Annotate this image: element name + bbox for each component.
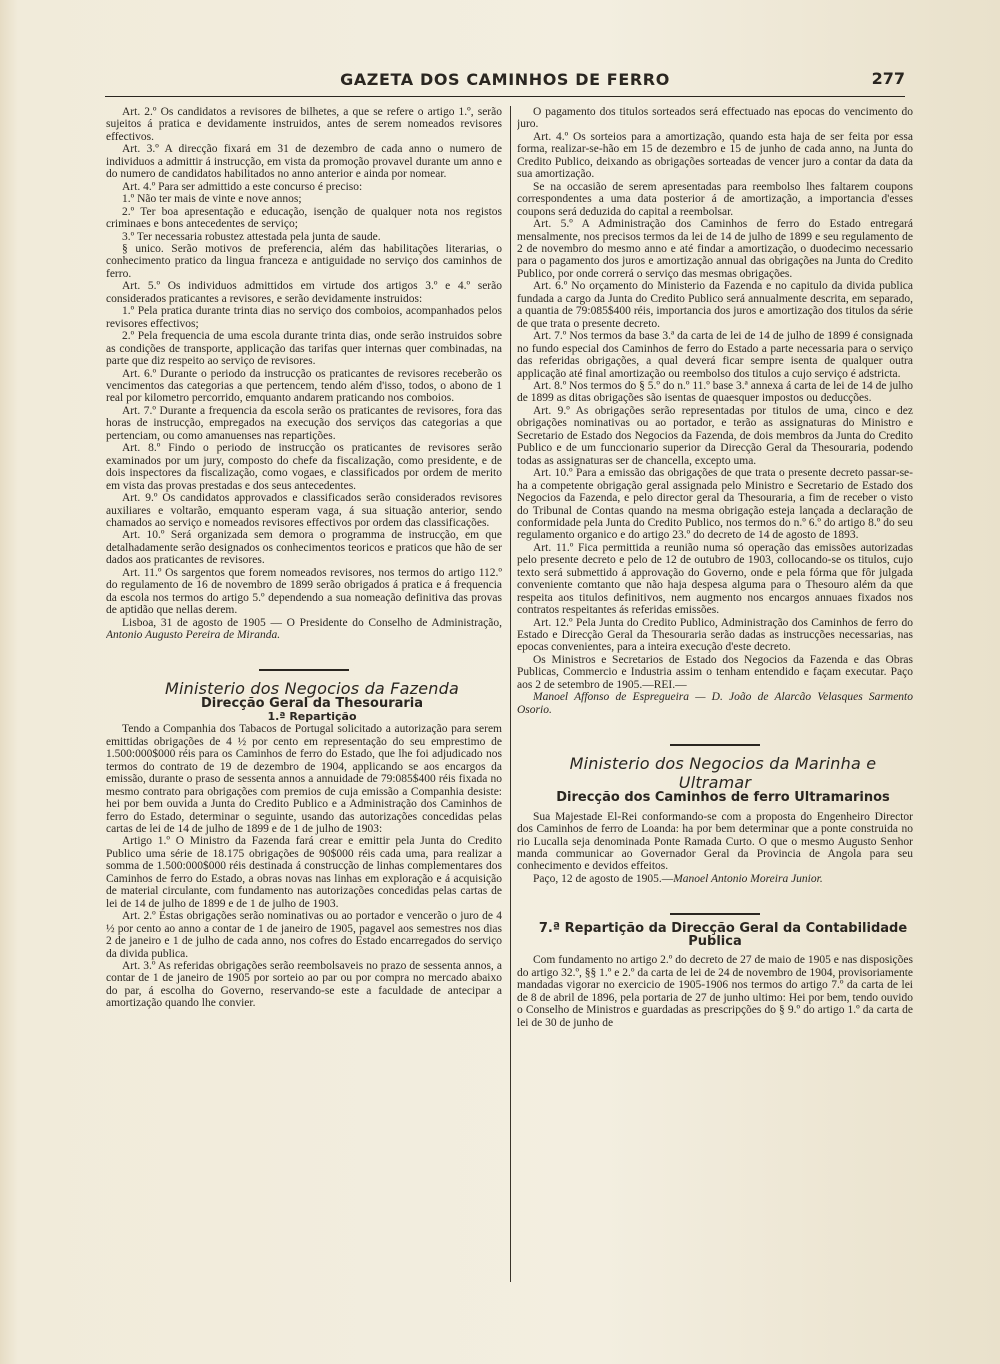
- decree-paragraph: Art. 8.º Nos termos do § 5.º do n.º 11.º base 3.ª annexa á carta de lei de 14 de julho de 1899 as ditas obrigações são isentas de quaesquer impostos ou deducções.: [517, 379, 913, 405]
- decree-paragraph: Art. 5.º A Administração dos Caminhos de ferro do Estado entregará mensalmente, nos precisos termos da lei de 14 de julho de 1899 e seu regulamento de 2 de novembro do mesmo anno e até findar a amortização, o duodecimo necessario para o pagamento dos juros e amortização annual das obrigações na Junta do Credito Publico, por onde correrá o serviço das mesmas obrigações.: [517, 218, 913, 280]
- decree-paragraph: O pagamento dos titulos sorteados será effectuado nas epocas do vencimento do juro.: [517, 106, 913, 131]
- article-paragraph: 1.º Pela pratica durante trinta dias no serviço dos comboios, acompanhados pelos revisores effectivos;: [106, 305, 502, 330]
- section-ministry-fazenda: Ministerio dos Negocios da Fazenda: [165, 679, 459, 699]
- decree-paragraph: Os Ministros e Secretarios de Estado dos Negocios da Fazenda e das Obras Publicas, Commercio e Industria assim o tenham entendido e façam executar. Paço aos 2 de setembro de 1905.—REI.—: [517, 653, 913, 691]
- signoff: [517, 873, 913, 885]
- section-direction-thesouraria: Direcção Geral da Thesouraria: [200, 696, 424, 712]
- article-paragraph: Art. 7.º Durante a frequencia da escola serão os praticantes de revisores, fora das horas de instrucção, empregados na execução dos serviços das categorias a que pertenciam, ou como amanuenses nas repartições.: [106, 404, 502, 442]
- signoff-names: Manoel Affonso de Espregueira — D. João de Alarcão Velasques Sarmento Osorio.: [517, 691, 913, 716]
- section-repartition: 1.ª Repartição: [267, 709, 357, 723]
- left-column: [106, 106, 502, 1286]
- article-paragraph: Art. 6.º Durante o periodo da instrucção os praticantes de revisores receberão os vencimentos das categorias a que pertencem, tendo além d'isso, todos, o abono de 1 real por kilometro percorrido, emquanto andarem praticando nos comboios.: [106, 367, 502, 405]
- section-ministry-marinha: Ministerio dos Negocios da Marinha e Ultramar: [569, 754, 877, 793]
- signoff-name: Antonio Augusto Pereira de Miranda.: [106, 629, 281, 642]
- decree-paragraph: Art. 3.º As referidas obrigações serão reembolsaveis no prazo de sessenta annos, a contar de 1 de janeiro de 1905 por sorteio ao par ou por compra no mercado abaixo do par, á escolha do Governo, reservando-se este a faculdade de antecipar a amortização quando lhe convier.: [106, 960, 502, 1010]
- article-paragraph: 1.º Não ter mais de vinte e nove annos;: [122, 193, 302, 206]
- header-rule: [105, 96, 905, 97]
- decree-paragraph: Se na occasião de serem apresentadas para reembolso lhes faltarem coupons correspondentes a uma data posterior á de amortização, a importancia d'esses coupons será deduzida do capital a reembolsar.: [517, 180, 913, 218]
- decree-paragraph: Artigo 1.º O Ministro da Fazenda fará crear e emittir pela Junta do Credito Publico uma série de 18.175 obrigações de 90$000 réis cada uma, para realizar a somma de 1.500:000$000 réis destinada á construcção de linhas complementares dos Caminhos de ferro do Estado, a obras novas nas linhas em exploração e á acquisição de material circulante, com fundamento nas autorizações concedidas pelas cartas de lei de 14 de julho de 1899 e de 1 de julho de 1903.: [106, 835, 502, 910]
- signoff: [106, 617, 502, 642]
- signoff-ministers: [517, 691, 913, 716]
- column-divider: [510, 106, 511, 1282]
- article-paragraph: Art. 8.º Findo o periodo de instrucção os praticantes de revisores serão examinados por um jury, composto do chefe da fiscalização, como presidente, e de dois inspectores da fiscalização, como vogaes, e classificados por ordem de merito em vista das provas prestadas e dos seus antecedentes.: [106, 442, 502, 492]
- article-paragraph: Art. 11.º Os sargentos que forem nomeados revisores, nos termos do artigo 112.º do regulamento de 16 de novembro de 1899 serão obrigados á pratica e á frequencia da escola nos termos do artigo 5.º dependendo a sua nomeação definitiva das provas de aptidão que nellas derem.: [106, 566, 502, 617]
- right-column: [517, 106, 913, 1286]
- journal-title: GAZETA DOS CAMINHOS DE FERRO: [340, 69, 670, 89]
- decree-paragraph: Art. 6.º No orçamento do Ministerio da Fazenda e no capitulo da divida publica fundada a cargo da Junta do Credito Publico será annualmente descrita, em separado, a quantia de 79:085$400 réis, importancia dos juros e amortização dos titulos da série de que trata o presente decreto.: [517, 280, 913, 330]
- signoff-name: Manoel Antonio Moreira Junior.: [673, 872, 823, 885]
- article-paragraph: Art. 2.º Os candidatos a revisores de bilhetes, a que se refere o artigo 1.º, serão sujeitos á pratica e devidamente instruidos, antes de serem nomeados revisores effectivos.: [106, 106, 502, 143]
- article-paragraph: Art. 3.º A direcção fixará em 31 de dezembro de cada anno o numero de individuos a admittir á instrucção, em vista da promoção provavel durante um anno e do numero de candidatos habilitados no anno anterior e ainda por nomear.: [106, 143, 502, 181]
- article-paragraph: 2.º Pela frequencia de uma escola durante trinta dias, onde serão instruidos sobre as condições de transporte, applicação das tarifas quer internas quer combinadas, na parte que diz respeito ao serviço de revisores.: [106, 330, 502, 368]
- article-paragraph: Art. 5.º Os individuos admittidos em virtude dos artigos 3.º e 4.º serão considerados praticantes a revisores, e serão devidamente instruidos:: [106, 280, 502, 305]
- section-direction-ultramarinos: Direcção dos Caminhos de ferro Ultramarinos: [556, 790, 890, 806]
- signoff-text: Paço, 12 de agosto de 1905.—: [533, 872, 674, 885]
- decree-paragraph: Art. 9.º As obrigações serão representadas por titulos de uma, cinco e dez obrigações nominativas ou ao portador, e terão as assignaturas do Ministro e Secretario de Estado dos Negocios da Fazenda, de dois membros da Junta do Credito Publico e de um funccionario superior da Direcção Geral da Thesouraria, podendo todas as assignaturas ser de chancella, excepto uma.: [517, 404, 913, 467]
- decree-paragraph: Art. 11.º Fica permittida a reunião numa só operação das emissões autorizadas pelo presente decreto e pelo de 12 de outubro de 1903, collocando-se os titulos, cujo texto será submettido á approvação do Governo, onde e pela fórma que fôr julgada conveniente comtanto que não haja despesa alguma para o Thesouro além da que respeita aos titulos definitivos, nem augmento nos encargos annuaes fixados nos contratos respeitantes ás referidas emissões.: [517, 541, 913, 617]
- decree-paragraph: Sua Majestade El-Rei conformando-se com a proposta do Engenheiro Director dos Caminhos de ferro de Loanda: ha por bem determinar que a ponte construida no rio Lucalla seja denominada Ponte Ramada Curto. O que o mesmo Augusto Senhor manda communicar ao Governador Geral da Provincia de Angola para seu conhecimento e devidos effeitos.: [517, 810, 913, 873]
- page-header: [105, 68, 905, 90]
- section-contabilidade: 7.ª Repartição da Direcção Geral da Contabilidade Publica: [538, 921, 908, 949]
- decree-paragraph: Art. 12.º Pela Junta do Credito Publico, Administração dos Caminhos de ferro do Estado e Direcção Geral da Thesouraria serão dadas as instrucções necessarias, nas epocas convenientes, para a inteira execução d'este decreto.: [517, 616, 913, 654]
- signoff-text: Lisboa, 31 de agosto de 1905 — O Presidente do Conselho de Administração,: [122, 616, 502, 629]
- page-number: 277: [871, 69, 905, 88]
- article-paragraph: Art. 9.º Os candidatos approvados e classificados serão considerados revisores auxiliares e voltarão, emquanto esperam vaga, á sua situação anterior, sendo chamados ao serviço e nomeados revisores effectivos por ordem das classificações.: [106, 492, 502, 529]
- decree-paragraph: Art. 2.º Estas obrigações serão nominativas ou ao portador e vencerão o juro de 4 ½ por cento ao anno a contar de 1 de janeiro de 1905, pagavel aos semestres nos dias 2 de janeiro e 1 de julho de cada anno, nos cofres do Estado encarregados do serviço da divida publica.: [106, 910, 502, 960]
- article-paragraph: Art. 10.º Será organizada sem demora o programma de instrucção, em que detalhadamente serão designados os conhecimentos teoricos e praticos que hão de ser dados aos praticantes de revisores.: [106, 529, 502, 567]
- article-paragraph: § unico. Serão motivos de preferencia, além das habilitações literarias, o conhecimento pratico da lingua franceza e antiguidade no serviço dos caminhos de ferro.: [106, 242, 502, 280]
- article-paragraph: 3.º Ter necessaria robustez attestada pela junta de saude.: [122, 230, 381, 243]
- decree-paragraph: Tendo a Companhia dos Tabacos de Portugal solicitado a autorização para serem emittidas obrigações de 4 ½ por cento em representação do seu emprestimo de 1.500:000$000 réis para os Caminhos de ferro do Estado, que lhe foi adjudicado nos termos do contrato de 19 de dezembro de 1904, applicando se aos encargos da emissão, durante o praso de sessenta annos a annuidade de 79:085$400 réis fixada no mesmo contrato para obrigações com premios de cuja emissão a Companhia desiste: hei por bem ouvida a Junta do Credito Publico e a Administração dos Caminhos de ferro do Estado, determinar o seguinte, usando das autorizações concedidas pelas cartas de lei de 14 de julho de 1899 e de 1 de julho de 1903:: [106, 723, 502, 836]
- decree-paragraph: Art. 10.º Para a emissão das obrigações de que trata o presente decreto passar-se-ha a competente obrigação geral assignada pelo Ministro e Secretario de Estado dos Negocios da Fazenda, e pelo director geral da Thesouraria, a fim de receber o visto do Tribunal de Contas quando na mesma obrigação esteja lançada a declaração de conformidade pela Junta do Credito Publico, nos termos do n.º 6.º do artigo 8.º do seu regulamento organico e do artigo 23.º do decreto de 14 de agosto de 1893.: [517, 467, 913, 542]
- decree-paragraph: Com fundamento no artigo 2.º do decreto de 27 de maio de 1905 e nas disposições do artigo 32.º, §§ 1.º e 2.º da carta de lei de 24 de novembro de 1904, provisoriamente mandadas vigorar no exercicio de 1905-1906 nos termos do artigo 7.º da carta de lei de 8 de abril de 1896, pela portaria de 27 de junho ultimo: Hei por bem, tendo ouvido o Conselho de Ministros e guardadas as prescripções do § 9.º do artigo 1.º da carta de lei de 30 de junho de: [517, 954, 913, 1029]
- decree-paragraph: Art. 7.º Nos termos da base 3.ª da carta de lei de 14 de julho de 1899 é consignada no fundo especial dos Caminhos de ferro do Estado a parte necessaria para o serviço das referidas obrigações, a qual deverá ficar sempre isenta de qualquer outra applicação até final amortização ou reembolso dos titulos a cujo serviço é adstricta.: [517, 330, 913, 380]
- article-paragraph: 2.º Ter boa apresentação e educação, isenção de qualquer nota nos registos criminaes e bons antecedentes de serviço;: [106, 205, 502, 231]
- section-rule: [670, 744, 760, 746]
- article-paragraph: Art. 4.º Para ser admittido a este concurso é preciso:: [122, 180, 363, 193]
- decree-paragraph: Art. 4.º Os sorteios para a amortização, quando esta haja de ser feita por essa forma, realizar-se-hão em 15 de dezembro e 15 de junho de cada anno, na Junta do Credito Publico, deixando as obrigações sorteadas de vencer juro a contar da data da sua amortização.: [517, 130, 913, 181]
- section-rule: [259, 669, 349, 671]
- section-rule: [670, 913, 760, 915]
